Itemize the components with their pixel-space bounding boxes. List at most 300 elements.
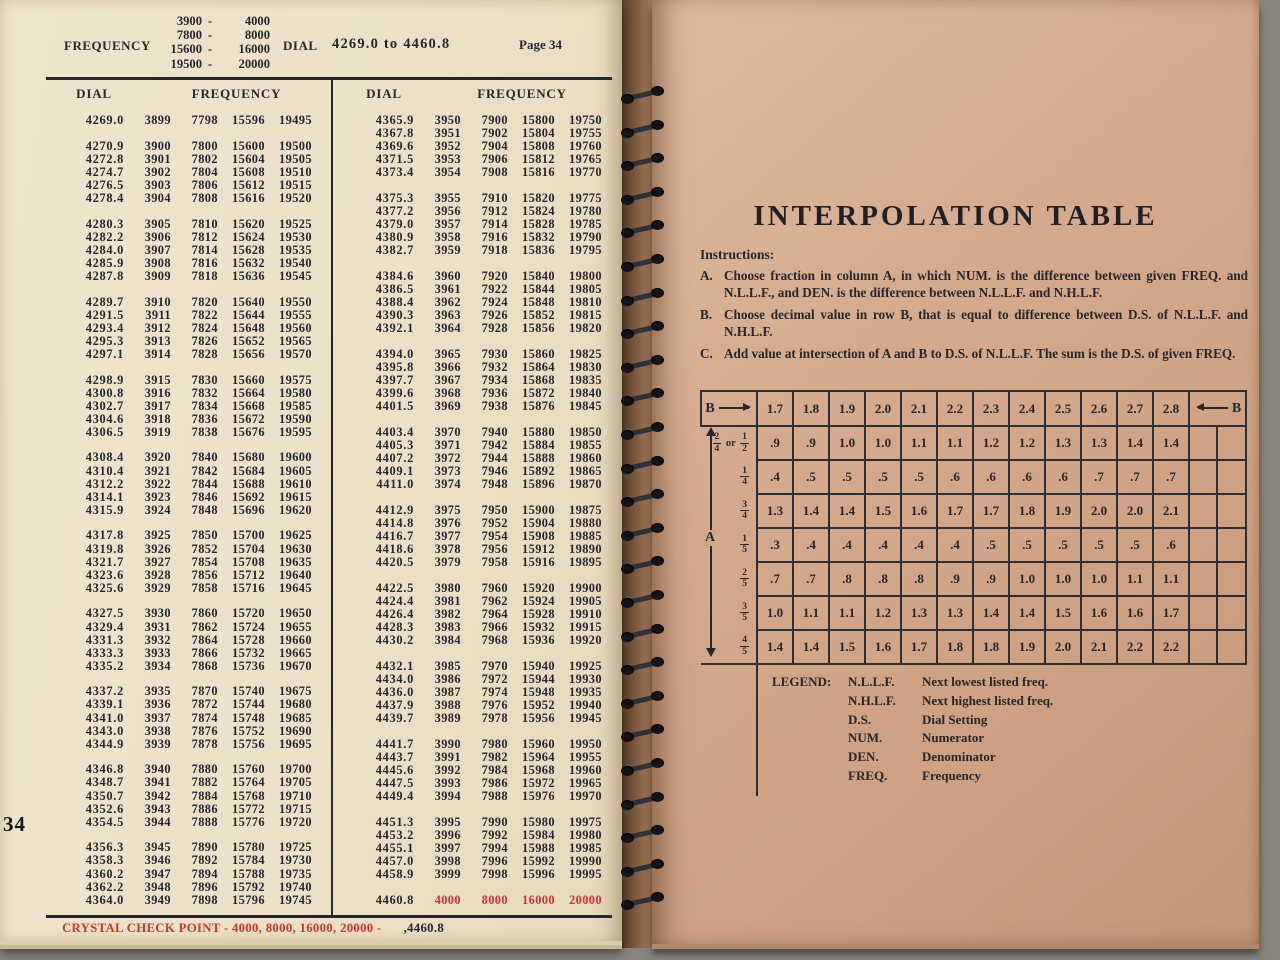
dial-value: 4377.2: [375, 204, 414, 219]
frequency-value: 7842: [191, 463, 218, 478]
interp-value-cell: 1.6: [865, 630, 901, 664]
dial-value: 4270.9: [85, 138, 124, 153]
frequency-value: 3924: [144, 502, 171, 517]
frequency-value: 19980: [569, 827, 602, 842]
binding-hole-left: [621, 598, 634, 608]
spiral-loop: [614, 491, 670, 507]
fraction: [740, 535, 749, 556]
range-low: 15600: [170, 42, 202, 57]
interp-value-cell: .5: [865, 460, 901, 494]
interp-value-cell: .5: [793, 460, 829, 494]
frequency-value: 15948: [522, 684, 555, 699]
dial-table-left-column: [46, 114, 331, 907]
frequency-value: 19575: [279, 372, 312, 387]
empty-cell: [1217, 596, 1246, 630]
b-value-cell: 1.8: [793, 391, 829, 426]
frequency-value: 7828: [191, 346, 218, 361]
frequency-value: 3968: [434, 386, 461, 401]
frequency-value: 15832: [522, 230, 555, 245]
frequency-value: 7812: [191, 229, 218, 244]
dial-table-row: [46, 244, 331, 257]
binding-hole-right: [651, 892, 664, 902]
frequency-value: 3993: [434, 776, 461, 791]
frequency-value: 3945: [144, 840, 171, 855]
spiral-loop: [614, 88, 670, 104]
dial-value: 4306.5: [85, 424, 124, 439]
dial-value: 4382.7: [375, 243, 414, 258]
interp-data-row: [701, 630, 1246, 664]
frequency-value: 3918: [144, 411, 171, 426]
frequency-value: 19495: [279, 113, 312, 127]
frequency-value: 19730: [279, 853, 312, 868]
dial-row-group: [46, 607, 331, 672]
frequency-value: 7844: [191, 476, 218, 491]
binding-hole-right: [651, 187, 664, 197]
frequency-ranges: [156, 14, 276, 71]
frequency-value: 7818: [191, 268, 218, 283]
frequency-value: 7874: [191, 710, 218, 725]
frequency-value: 19960: [569, 762, 602, 777]
frequency-value: 15812: [522, 152, 555, 167]
frequency-value: 19815: [569, 308, 602, 323]
empty-cell: [1189, 630, 1217, 664]
dial-value: 4436.0: [375, 684, 414, 699]
dial-value: 4356.3: [85, 840, 124, 855]
fraction-denominator: 5: [742, 613, 747, 623]
binding-hole-right: [651, 489, 664, 499]
interp-value-cell: 1.1: [1153, 562, 1189, 596]
dial-row-group: [336, 192, 612, 257]
dial-value: 4360.2: [85, 866, 124, 881]
dial-value: 4339.1: [85, 697, 124, 712]
frequency-value: 15712: [232, 567, 265, 582]
interp-value-cell: 1.1: [937, 426, 973, 460]
legend-term: NUM.: [848, 730, 883, 746]
frequency-value: 3996: [434, 827, 461, 842]
frequency-value: 7898: [191, 892, 218, 907]
interp-value-cell: 1.4: [793, 630, 829, 664]
interp-value-cell: 1.1: [793, 596, 829, 630]
frequency-value: 3994: [434, 789, 461, 804]
frequency-value: 3923: [144, 489, 171, 504]
frequency-value: 19825: [569, 346, 602, 361]
instruction-text: Add value at intersection of A and B to D.S. of N.L.L.F. The sum is the D.S. of given FREQ.: [724, 346, 1236, 361]
crystal-check-point-footer: [62, 921, 444, 936]
interp-value-cell: 1.4: [829, 494, 865, 528]
frequency-value: 7896: [191, 879, 218, 894]
dial-value: 4284.0: [85, 242, 124, 257]
frequency-value: 19820: [569, 321, 602, 336]
frequency-value: 19790: [569, 230, 602, 245]
empty-cell: [1217, 630, 1246, 664]
fraction-numerator: 1: [742, 432, 747, 442]
frequency-value: 3942: [144, 788, 171, 803]
frequency-value: 7914: [481, 217, 508, 232]
frequency-value: 15848: [522, 295, 555, 310]
empty-cell: [1217, 528, 1246, 562]
frequency-value: 3952: [434, 139, 461, 154]
frequency-value: 19510: [279, 164, 312, 179]
frequency-value: 7988: [481, 789, 508, 804]
frequency-value: 3950: [434, 113, 461, 127]
spiral-loop: [614, 827, 670, 843]
legend-row: [701, 664, 1246, 796]
frequency-value: 3984: [434, 633, 461, 648]
frequency-value: 15852: [522, 308, 555, 323]
b-value-cell: 2.7: [1117, 391, 1153, 426]
empty-cell: [1189, 596, 1217, 630]
frequency-value: 19690: [279, 723, 312, 738]
frequency-value: 7834: [191, 398, 218, 413]
dial-value: 4343.0: [85, 723, 124, 738]
binding-hole-right: [651, 523, 664, 533]
frequency-value: 15716: [232, 580, 265, 595]
frequency-value: 19610: [279, 476, 312, 491]
frequency-value: 7880: [191, 762, 218, 777]
frequency-value: 3926: [144, 541, 171, 556]
interp-value-cell: .5: [1117, 528, 1153, 562]
interpolation-table: [700, 390, 1247, 796]
frequency-value: 15720: [232, 606, 265, 621]
frequency-value: 7916: [481, 230, 508, 245]
frequency-column-header: FREQUENCY: [191, 86, 282, 101]
frequency-value: 7822: [191, 307, 218, 322]
frequency-value: 19805: [569, 282, 602, 297]
frequency-value: 7840: [191, 450, 218, 465]
column-headers-left: [46, 86, 331, 102]
frequency-value: 3963: [434, 308, 461, 323]
frequency-value: 7894: [191, 866, 218, 881]
spiral-loop: [614, 592, 670, 608]
frequency-value: 15840: [522, 268, 555, 283]
dial-value: 4392.1: [375, 321, 414, 336]
frequency-value: 19755: [569, 126, 602, 141]
interp-value-cell: 1.0: [1009, 562, 1045, 596]
empty-cell: [1217, 426, 1246, 460]
interp-value-cell: 1.8: [1009, 494, 1045, 528]
interp-value-cell: .6: [973, 460, 1009, 494]
spiral-loop: [614, 894, 670, 910]
dial-value: 4416.7: [375, 529, 414, 544]
frequency-value: 3953: [434, 152, 461, 167]
frequency-value: 7994: [481, 840, 508, 855]
frequency-value: 19745: [279, 892, 312, 907]
dial-table-row: [46, 451, 331, 464]
interp-value-cell: .6: [1009, 460, 1045, 494]
interp-value-cell: .7: [1117, 460, 1153, 494]
frequency-value: 19930: [569, 671, 602, 686]
spiral-loop: [614, 189, 670, 205]
binding-hole-right: [651, 624, 664, 634]
interp-value-cell: 1.9: [1045, 494, 1081, 528]
frequency-value: 7858: [191, 580, 218, 595]
frequency-value: 7980: [481, 736, 508, 751]
frequency-value: 15700: [232, 528, 265, 543]
dial-table-row: [336, 400, 612, 413]
b-value-cell: 1.7: [757, 391, 793, 426]
crystal-check-point-dial: ,4460.8: [403, 921, 445, 935]
frequency-value: 15828: [522, 217, 555, 232]
frequency-value: 7864: [191, 632, 218, 647]
dial-value: 4373.4: [375, 165, 414, 180]
dial-value: 4369.6: [375, 139, 414, 154]
frequency-value: 3929: [144, 580, 171, 595]
frequency-value: 15944: [522, 671, 555, 686]
frequency-value: 15784: [232, 853, 265, 868]
dial-row-group: [336, 426, 612, 491]
frequency-value: 19950: [569, 736, 602, 751]
frequency-value: 7946: [481, 464, 508, 479]
frequency-value: 3902: [144, 164, 171, 179]
frequency-value: 3947: [144, 866, 171, 881]
dial-value: 4329.4: [85, 619, 124, 634]
frequency-value: 15868: [522, 373, 555, 388]
fraction: [740, 603, 749, 624]
dial-table-row: [46, 270, 331, 283]
frequency-value: 19895: [569, 555, 602, 570]
dial-table-row: [336, 166, 612, 179]
right-page: [652, 0, 1259, 944]
frequency-value: 15916: [522, 555, 555, 570]
b-value-cell: 2.3: [973, 391, 1009, 426]
instruction-text: Choose fraction in column A, in which NUM. is the difference between given FREQ. and N.L.L.F., and DEN. is the difference between N.L.L.F. and N.H.L.F.: [724, 268, 1248, 300]
frequency-value: 19570: [279, 346, 312, 361]
frequency-value: 15824: [522, 204, 555, 219]
frequency-value: 7928: [481, 321, 508, 336]
interp-value-cell: .9: [973, 562, 1009, 596]
frequency-value: 3985: [434, 658, 461, 673]
dial-value: 4321.7: [85, 554, 124, 569]
frequency-value: 15876: [522, 399, 555, 414]
dial-value: 4420.5: [375, 555, 414, 570]
frequency-value: 3997: [434, 840, 461, 855]
frequency-value: 7886: [191, 801, 218, 816]
frequency-value: 19665: [279, 645, 312, 660]
dial-table-row: [46, 529, 331, 542]
frequency-value: 3941: [144, 775, 171, 790]
frequency-value: 7936: [481, 386, 508, 401]
interp-value-cell: 1.5: [1045, 596, 1081, 630]
dial-value: 4367.8: [375, 126, 414, 141]
spiral-loop: [614, 525, 670, 541]
frequency-value: 19965: [569, 776, 602, 791]
frequency-value: 3975: [434, 502, 461, 517]
legend-line: [772, 767, 1246, 786]
spiral-loop: [614, 458, 670, 474]
frequency-value: 3900: [144, 138, 171, 153]
frequency-value: 15612: [232, 177, 265, 192]
frequency-value: 19640: [279, 567, 312, 582]
frequency-value: 7952: [481, 515, 508, 530]
right-arrow-icon: [719, 407, 749, 409]
frequency-value: 15676: [232, 424, 265, 439]
interp-value-cell: 1.7: [973, 494, 1009, 528]
frequency-value: 20000: [569, 892, 602, 907]
frequency-value: 7820: [191, 294, 218, 309]
interp-value-cell: 1.8: [973, 630, 1009, 664]
frequency-value: 19615: [279, 489, 312, 504]
frequency-value: 7954: [481, 529, 508, 544]
dial-table-row: [46, 192, 331, 205]
dial-value: 4397.7: [375, 373, 414, 388]
frequency-value: 19545: [279, 268, 312, 283]
range-dash: -: [207, 42, 213, 57]
frequency-value: 3931: [144, 619, 171, 634]
frequency-value: 3951: [434, 126, 461, 141]
dial-value: 4453.2: [375, 827, 414, 842]
frequency-value: 19525: [279, 216, 312, 231]
frequency-value: 3978: [434, 542, 461, 557]
dial-value: 4409.1: [375, 464, 414, 479]
binding-hole-left: [621, 531, 634, 541]
interpolation-table-wrap: [700, 390, 1245, 796]
range-low: 19500: [170, 56, 202, 71]
dial-table-right-column: [336, 114, 612, 907]
dial-value: 4269.0: [85, 113, 124, 127]
frequency-value: 3962: [434, 295, 461, 310]
dial-value: 4439.7: [375, 711, 414, 726]
frequency-value: 7920: [481, 268, 508, 283]
frequency-value: 7872: [191, 697, 218, 712]
frequency-value: 15760: [232, 762, 265, 777]
instruction-item: [700, 346, 1248, 363]
binding-hole-left: [621, 161, 634, 171]
frequency-value: 15644: [232, 307, 265, 322]
frequency-value: 3970: [434, 424, 461, 439]
range-dash: -: [207, 28, 213, 43]
binding-hole-right: [651, 254, 664, 264]
dial-row-group: [336, 738, 612, 803]
dial-value: 4295.3: [85, 333, 124, 348]
interp-value-cell: 2.1: [1081, 630, 1117, 664]
dial-value: 4418.6: [375, 542, 414, 557]
frequency-value: 19765: [569, 152, 602, 167]
dial-value: 4414.8: [375, 515, 414, 530]
frequency-value: 19955: [569, 749, 602, 764]
frequency-value: 7816: [191, 255, 218, 270]
spiral-loop: [614, 222, 670, 238]
dial-table-row: [46, 335, 331, 348]
frequency-value: 3916: [144, 385, 171, 400]
dial-value: 4287.8: [85, 268, 124, 283]
binding-hole-left: [621, 800, 634, 810]
frequency-value: 3934: [144, 658, 171, 673]
dial-table-row: [46, 296, 331, 309]
dial-value: 4344.9: [85, 736, 124, 751]
frequency-value: 19800: [569, 268, 602, 283]
interp-header-row: [701, 391, 1246, 426]
frequency-value: 3971: [434, 437, 461, 452]
dial-value: 4428.3: [375, 620, 414, 635]
dial-value: 4350.7: [85, 788, 124, 803]
dial-value: 4348.7: [85, 775, 124, 790]
frequency-value: 3973: [434, 464, 461, 479]
legend-label: [772, 711, 848, 730]
legend-line: [772, 692, 1246, 711]
fraction-denominator: 4: [742, 477, 747, 487]
frequency-value: 15808: [522, 139, 555, 154]
fraction-denominator: 4: [714, 443, 720, 454]
legend-label: [772, 692, 848, 711]
frequency-value: 15704: [232, 541, 265, 556]
frequency-value: 19625: [279, 528, 312, 543]
frequency-value: 7970: [481, 658, 508, 673]
frequency-value: 3915: [144, 372, 171, 387]
frequency-value: 3981: [434, 593, 461, 608]
binding-hole-left: [621, 900, 634, 910]
dial-table-row: [46, 374, 331, 387]
interp-data-row: [701, 460, 1246, 494]
legend-line: [772, 729, 1246, 748]
frequency-value: 3899: [144, 113, 171, 127]
fraction: [713, 433, 722, 454]
interp-data-row: [701, 426, 1246, 460]
dial-value: 4365.9: [375, 113, 414, 127]
interp-value-cell: 1.3: [937, 596, 973, 630]
b-value-cell: 2.0: [865, 391, 901, 426]
frequency-value: 15912: [522, 542, 555, 557]
binding-hole-left: [621, 228, 634, 238]
frequency-value: 19915: [569, 620, 602, 635]
legend-term: D.S.: [848, 711, 872, 727]
empty-cell: [1217, 494, 1246, 528]
frequency-value: 15888: [522, 451, 555, 466]
frequency-value: 16000: [522, 892, 555, 907]
dial-value: 4405.3: [375, 437, 414, 452]
spiral-loop: [614, 659, 670, 675]
empty-cell: [1217, 562, 1246, 596]
range-high: 4000: [244, 14, 270, 28]
instruction-key: C.: [700, 346, 713, 361]
dial-value: 4276.5: [85, 177, 124, 192]
frequency-value: 3957: [434, 217, 461, 232]
dial-value: 4362.2: [85, 879, 124, 894]
frequency-value: 3932: [144, 632, 171, 647]
frequency-value: 19945: [569, 711, 602, 726]
column-divider: [331, 77, 333, 917]
frequency-value: 15724: [232, 619, 265, 634]
interp-value-cell: 2.0: [1045, 630, 1081, 664]
dial-table-row: [46, 790, 331, 803]
frequency-value: 15616: [232, 190, 265, 205]
frequency-value: 7846: [191, 489, 218, 504]
range-low: 7800: [176, 28, 202, 43]
dial-value: 4411.0: [376, 477, 414, 492]
dial-table-row: [336, 712, 612, 725]
binding-hole-left: [621, 329, 634, 339]
dial-value: 4403.4: [375, 424, 414, 439]
frequency-value: 19585: [279, 398, 312, 413]
frequency-value: 3986: [434, 671, 461, 686]
dial-table-row: [336, 660, 612, 673]
frequency-value: 7808: [191, 190, 218, 205]
frequency-value: 3977: [434, 529, 461, 544]
interp-value-cell: .9: [793, 426, 829, 460]
dial-value: 4447.5: [375, 776, 414, 791]
dial-value: 4333.3: [85, 645, 124, 660]
binding-hole-right: [651, 288, 664, 298]
frequency-value: 15984: [522, 827, 555, 842]
dial-value: 4451.3: [375, 814, 414, 829]
dial-value: 4449.4: [375, 789, 414, 804]
dial-table-row: [336, 790, 612, 803]
dial-value: 4422.5: [375, 580, 414, 595]
frequency-value: 7942: [481, 437, 508, 452]
frequency-value: 7850: [191, 528, 218, 543]
dial-table-row: [46, 114, 331, 127]
interp-value-cell: .7: [1153, 460, 1189, 494]
binding-hole-right: [651, 724, 664, 734]
